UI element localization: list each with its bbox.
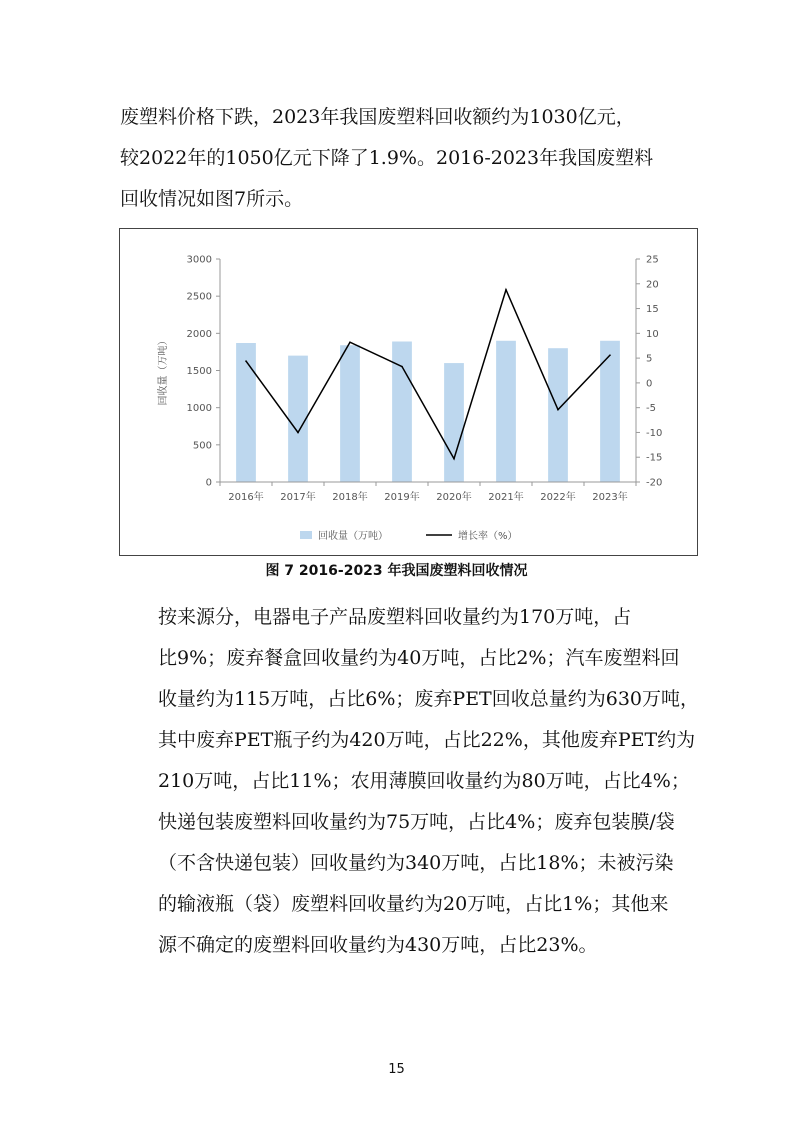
y-tick-label: 2000 <box>186 328 212 340</box>
bar-2016年 <box>236 343 256 482</box>
bar-2021年 <box>496 341 516 482</box>
intro-paragraph <box>120 97 680 220</box>
y2-tick-label: -20 <box>646 477 663 489</box>
legend-bar-swatch <box>300 531 312 539</box>
x-tick-label: 2018年 <box>332 492 368 503</box>
y2-tick-label: -15 <box>646 452 663 464</box>
y-tick-label: 0 <box>205 477 212 489</box>
x-tick-label: 2023年 <box>592 492 628 503</box>
growth-point-2018年 <box>349 341 351 343</box>
bar-2022年 <box>548 348 568 482</box>
y2-tick-label: 5 <box>646 353 653 365</box>
y2-tick-label: 10 <box>646 328 659 340</box>
text-line: （不含快递包装）回收量约为340万吨，占比18%；未被污染 <box>158 852 674 874</box>
text-line: 较2022年的1050亿元下降了1.9%。2016-2023年我国废塑料 <box>120 147 654 169</box>
growth-point-2019年 <box>401 366 403 368</box>
x-tick-label: 2017年 <box>280 492 316 503</box>
y-tick-label: 1000 <box>186 403 212 415</box>
text-line: 收量约为115万吨，占比6%；废弃PET回收总量约为630万吨， <box>158 688 700 710</box>
bar-2018年 <box>340 345 360 482</box>
figure-caption: 图 7 2016-2023 年我国废塑料回收情况 <box>265 563 528 579</box>
x-tick-label: 2016年 <box>228 492 264 503</box>
legend-bar-label: 回收量（万吨） <box>318 531 388 542</box>
y2-tick-label: -5 <box>646 403 656 415</box>
y-tick-label: 2500 <box>186 291 212 303</box>
growth-point-2022年 <box>557 409 559 411</box>
text-line: 比9%；废弃餐盒回收量约为40万吨，占比2%；汽车废塑料回 <box>158 647 680 669</box>
text-line: 快递包装废塑料回收量约为75万吨，占比4%；废弃包装膜/袋 <box>158 811 675 833</box>
figure-7-chart <box>119 228 698 556</box>
text-line: 回收情况如图7所示。 <box>120 188 304 210</box>
bar-2020年 <box>444 363 464 482</box>
y-tick-label: 3000 <box>186 254 212 266</box>
growth-point-2021年 <box>505 289 507 291</box>
text-line: 的输液瓶（袋）废塑料回收量约为20万吨，占比1%；其他来 <box>158 893 669 915</box>
growth-point-2016年 <box>245 360 247 362</box>
y2-tick-label: 20 <box>646 279 659 291</box>
text-line: 其中废弃PET瓶子约为420万吨，占比22%，其他废弃PET约为 <box>158 729 696 751</box>
text-line: 源不确定的废塑料回收量约为430万吨，占比23%。 <box>158 934 598 956</box>
x-tick-label: 2019年 <box>384 492 420 503</box>
y-tick-label: 1500 <box>186 366 212 377</box>
y2-tick-label: 15 <box>646 304 659 316</box>
bar-2017年 <box>288 356 308 482</box>
growth-point-2023年 <box>609 354 611 356</box>
source-breakdown-paragraph <box>120 597 700 966</box>
y2-tick-label: -10 <box>646 427 663 439</box>
legend-line-label: 增长率（%） <box>458 531 518 542</box>
y2-tick-label: 0 <box>646 378 653 390</box>
growth-point-2017年 <box>297 432 299 434</box>
x-tick-label: 2022年 <box>540 492 576 503</box>
text-line: 按来源分，电器电子产品废塑料回收量约为170万吨，占 <box>158 606 632 628</box>
x-tick-label: 2021年 <box>488 492 524 503</box>
y2-tick-label: 25 <box>646 254 659 266</box>
growth-point-2020年 <box>453 458 455 460</box>
x-tick-label: 2020年 <box>436 492 472 503</box>
page-number: 15 <box>388 1062 405 1077</box>
text-line: 废塑料价格下跌，2023年我国废塑料回收额约为1030亿元， <box>120 106 635 128</box>
recycling-chart-svg <box>120 229 697 555</box>
text-line: 210万吨，占比11%；农用薄膜回收量约为80万吨，占比4%； <box>158 770 690 792</box>
y-axis-label: 回收量（万吨） <box>158 335 169 406</box>
y-tick-label: 500 <box>192 440 212 452</box>
